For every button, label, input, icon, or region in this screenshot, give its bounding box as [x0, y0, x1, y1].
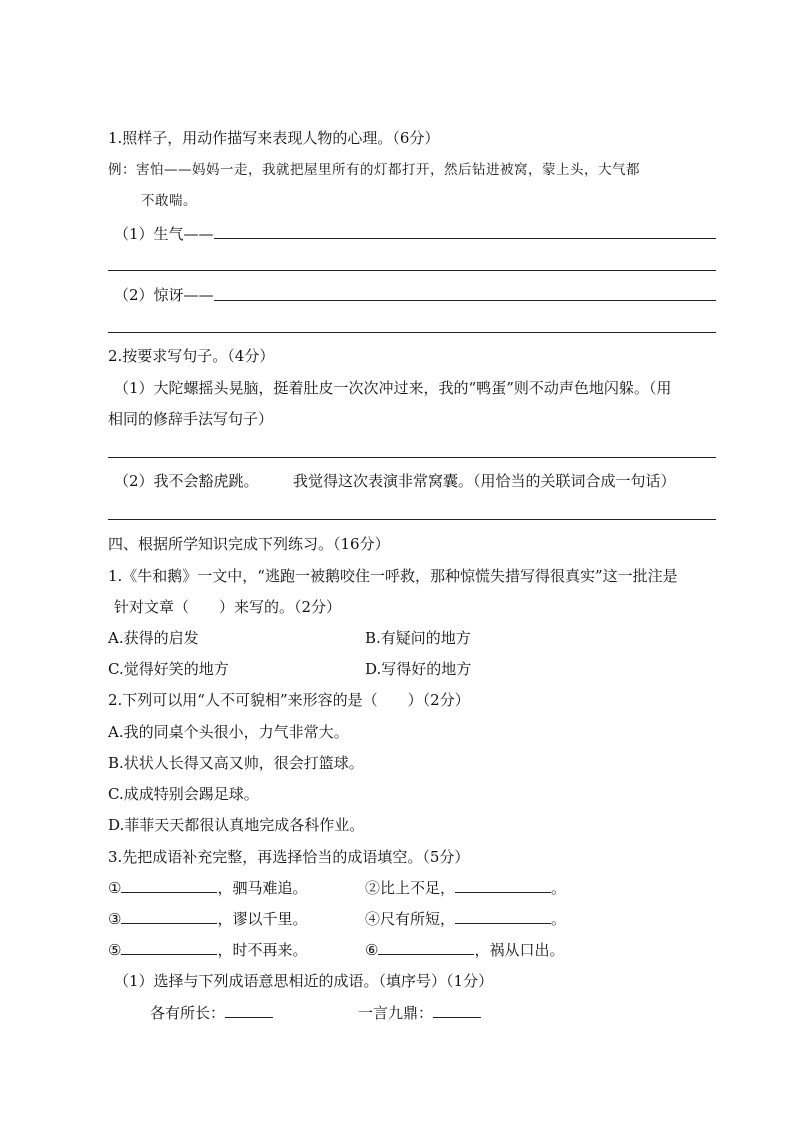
example-line-1: 例：害怕——妈妈一走，我就把屋里所有的灯都打开，然后钻进被窝，蒙上头，大气都 — [108, 162, 640, 178]
idiom-number: ⑥ — [365, 941, 379, 959]
answer-line[interactable] — [108, 519, 716, 520]
q2-option-a[interactable]: A.我的同桌个头很小，力气非常大。 — [108, 723, 349, 741]
idiom-number: ⑤ — [108, 941, 122, 959]
item-1-line-1: （1）大陀螺摇头晃脑，挺着肚皮一次次冲过来，我的“鸭蛋”则不动声色地闪躲。（用 — [114, 379, 672, 397]
q1-line-1: 1.《牛和鹅》一文中，“逃跑一被鹅咬住一呼救，那种惊慌失措写得很真实”这一批注是 — [108, 567, 678, 585]
idiom-blank[interactable] — [121, 909, 217, 924]
idiom-text: ，谬以千里。 — [217, 910, 308, 928]
q1-line-2: 针对文章（ ）来写的。（2分） — [114, 598, 342, 616]
item-1-line-2: 相同的修辞手法写句子） — [108, 410, 274, 428]
answer-line[interactable] — [108, 332, 716, 333]
fill-item-b — [358, 1003, 481, 1023]
item-2-part-a: （2）我不会豁虎跳。 — [114, 472, 259, 490]
idiom-text: ，祸从口出。 — [474, 941, 565, 959]
idiom-item-2 — [365, 878, 566, 898]
idiom-text: ④尺有所短， — [365, 910, 456, 928]
q1-option-d[interactable]: D.写得好的地方 — [365, 660, 472, 678]
idiom-item-4 — [365, 909, 566, 929]
idiom-item-5 — [108, 940, 307, 960]
q3-sub-1: （1）选择与下列成语意思相近的成语。（填序号）（1分） — [114, 972, 494, 990]
answer-line[interactable] — [214, 300, 716, 301]
idiom-blank[interactable] — [121, 940, 217, 955]
q3-line-1: 3.先把成语补充完整，再选择恰当的成语填空。（5分） — [108, 848, 470, 866]
q1-option-a[interactable]: A.获得的启发 — [108, 629, 199, 647]
idiom-number: ③ — [108, 910, 122, 928]
answer-line[interactable] — [214, 238, 716, 239]
idiom-item-6 — [365, 940, 564, 960]
q2-option-d[interactable]: D.菲菲天天都很认真地完成各科作业。 — [108, 816, 365, 834]
question-2-title: 2.按要求写句子。（4分） — [108, 347, 275, 365]
idiom-end: 。 — [551, 910, 567, 928]
item-2-label: （2）惊讶—— — [114, 286, 214, 304]
fill-blank[interactable] — [225, 1003, 273, 1018]
idiom-blank[interactable] — [455, 878, 551, 893]
answer-line[interactable] — [108, 457, 716, 458]
question-1-title: 1.照样子，用动作描写来表现人物的心理。（6分） — [108, 129, 440, 147]
fill-label: 一言九鼎： — [358, 1004, 434, 1022]
fill-label: 各有所长： — [150, 1004, 226, 1022]
idiom-text: ，驷马难追。 — [217, 879, 308, 897]
q1-option-b[interactable]: B.有疑问的地方 — [365, 629, 471, 647]
idiom-item-3 — [108, 909, 307, 929]
answer-line[interactable] — [108, 270, 716, 271]
fill-blank[interactable] — [433, 1003, 481, 1018]
q2-line-1: 2.下列可以用“人不可貌相”来形容的是（ ）（2分） — [108, 691, 470, 709]
example-line-2: 不敢喘。 — [141, 193, 197, 209]
idiom-item-1 — [108, 878, 307, 898]
item-1-label: （1）生气—— — [114, 225, 214, 243]
idiom-number: ① — [108, 879, 122, 897]
q1-option-c[interactable]: C.觉得好笑的地方 — [108, 660, 229, 678]
idiom-blank[interactable] — [121, 878, 217, 893]
fill-item-a — [150, 1003, 273, 1023]
item-2-part-b: 我觉得这次表演非常窝囊。（用恰当的关联词合成一句话） — [293, 472, 676, 490]
idiom-end: 。 — [551, 879, 567, 897]
q2-option-c[interactable]: C.成成特别会踢足球。 — [108, 785, 259, 803]
idiom-blank[interactable] — [378, 940, 474, 955]
section-4-heading: 四、根据所学知识完成下列练习。（16分） — [108, 535, 390, 553]
idiom-text: ②比上不足， — [365, 879, 456, 897]
q2-option-b[interactable]: B.状状人长得又高又帅，很会打篮球。 — [108, 754, 364, 772]
idiom-text: ，时不再来。 — [217, 941, 308, 959]
idiom-blank[interactable] — [455, 909, 551, 924]
